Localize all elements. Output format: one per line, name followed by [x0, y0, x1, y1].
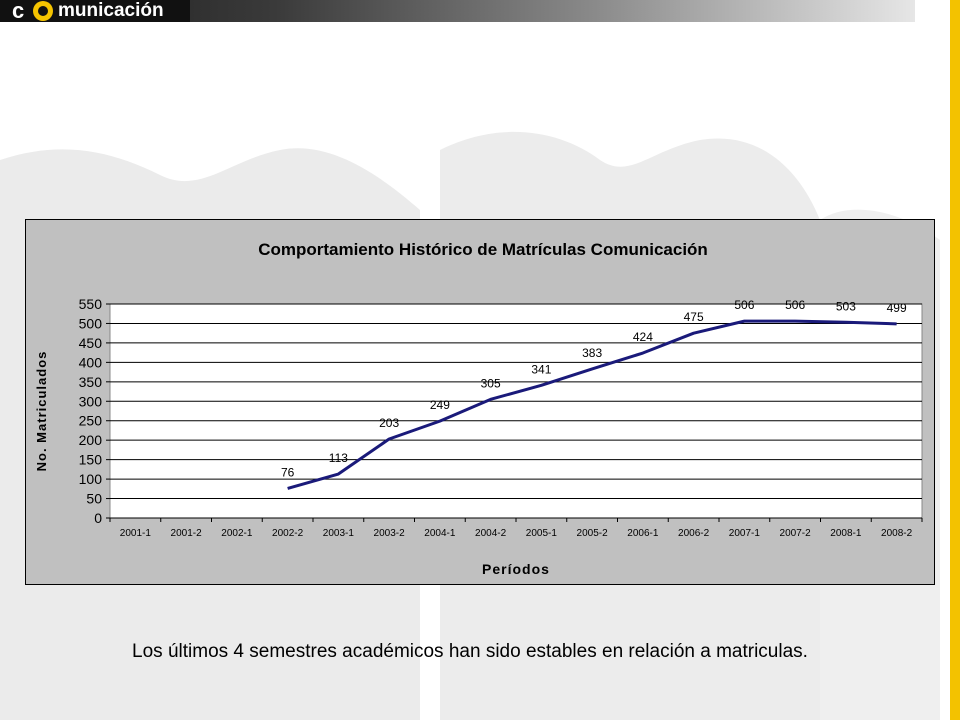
x-axis-label: Períodos	[482, 561, 550, 577]
line-chart	[26, 220, 934, 584]
y-tick-label: 550	[78, 296, 102, 312]
x-tick-label: 2008-1	[830, 528, 862, 539]
side-stripe	[950, 0, 960, 720]
x-tick-label: 2003-2	[373, 528, 405, 539]
data-label: 249	[429, 398, 450, 413]
x-tick-label: 2002-1	[221, 528, 253, 539]
y-tick-label: 250	[78, 412, 102, 429]
y-tick-label: 100	[78, 471, 102, 488]
x-tick-label: 2004-1	[424, 528, 456, 539]
x-tick-label: 2003-1	[322, 528, 354, 539]
y-axis-label: No. Matriculados	[34, 350, 49, 472]
x-tick-label: 2005-1	[525, 528, 557, 539]
x-tick-label: 2001-2	[170, 528, 202, 539]
plot-area	[110, 304, 922, 518]
logo-ring-icon	[33, 1, 53, 21]
x-tick-label: 2005-2	[576, 528, 608, 539]
x-tick-label: 2002-2	[272, 528, 304, 539]
x-tick-label: 2006-2	[678, 528, 710, 539]
x-tick-label: 2007-2	[779, 528, 811, 539]
x-tick-label: 2001-1	[119, 528, 151, 539]
x-tick-label: 2007-1	[728, 528, 760, 539]
logo	[0, 0, 190, 22]
data-label: 113	[328, 451, 348, 466]
y-tick-label: 50	[86, 490, 102, 507]
data-label: 341	[531, 362, 552, 377]
caption: Los últimos 4 semestres académicos han sido estables en relación a matriculas.	[132, 641, 808, 662]
chart-title: Comportamiento Histórico de Matrículas Comunicación	[258, 240, 708, 259]
logo-letter: c	[12, 0, 25, 23]
x-tick-label: 2004-2	[475, 528, 507, 539]
data-label: 424	[632, 330, 653, 345]
data-label: 499	[886, 300, 907, 315]
y-tick-label: 150	[78, 451, 102, 468]
logo-text: municación	[58, 0, 164, 21]
data-label: 203	[379, 416, 400, 431]
y-tick-label: 400	[78, 354, 102, 371]
y-tick-label: 300	[78, 393, 102, 410]
y-tick-label: 450	[78, 334, 102, 351]
data-label: 76	[280, 465, 295, 480]
data-label: 503	[835, 299, 856, 314]
y-tick-label: 350	[78, 373, 102, 390]
data-label: 305	[480, 376, 501, 391]
data-label: 506	[734, 298, 755, 313]
y-tick-label: 500	[78, 315, 102, 332]
data-label: 383	[582, 345, 603, 360]
x-tick-label: 2006-1	[627, 528, 659, 539]
y-tick-label: 0	[94, 510, 102, 526]
data-label: 475	[683, 310, 704, 325]
y-tick-label: 200	[78, 432, 102, 449]
x-tick-label: 2008-2	[881, 528, 913, 539]
data-label: 506	[785, 298, 806, 313]
chart-frame	[25, 219, 935, 585]
